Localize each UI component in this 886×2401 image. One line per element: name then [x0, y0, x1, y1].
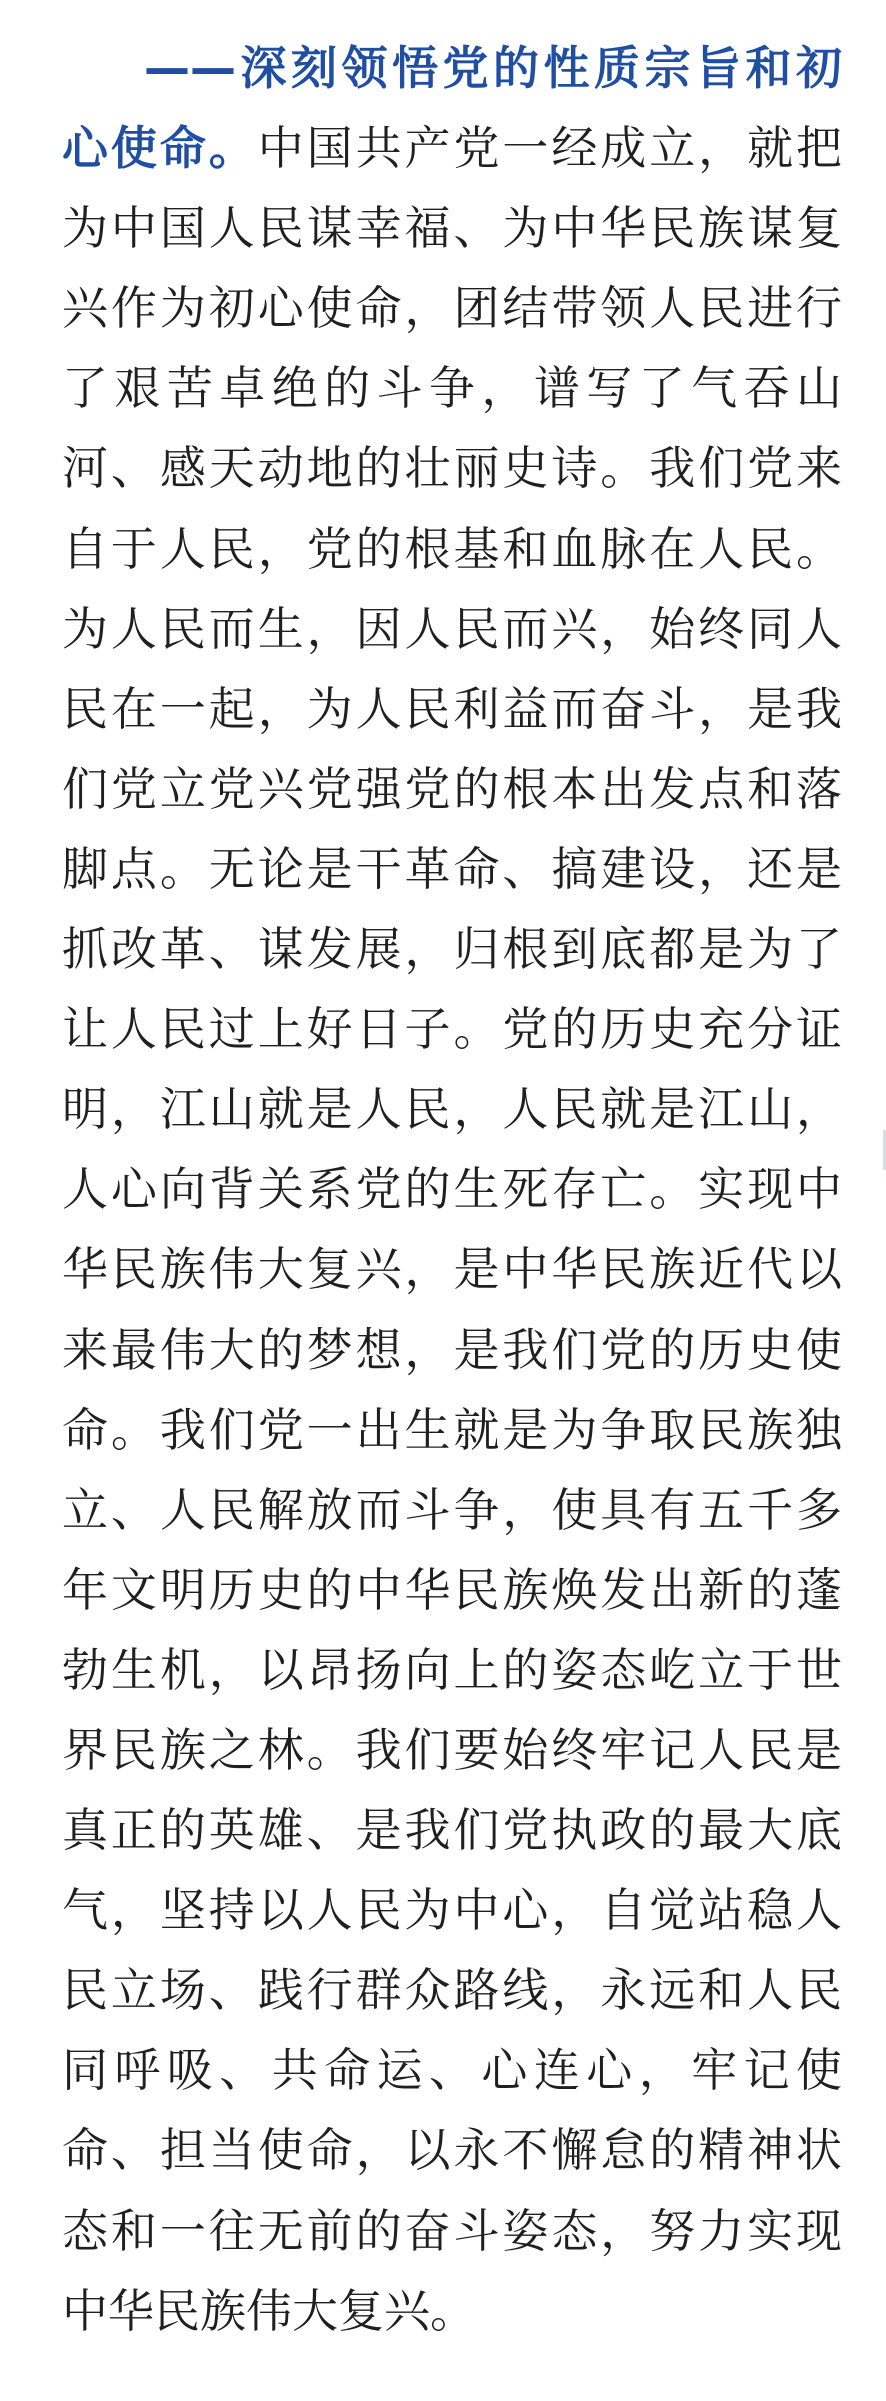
lead-heading-part2: 心使命。	[62, 121, 258, 176]
paragraph-line: 立、人民解放而斗争，使具有五千多	[62, 1482, 842, 1537]
lead-continuation-line	[62, 108, 842, 188]
paragraph-line: 真正的英雄、是我们党执政的最大底	[62, 1803, 842, 1858]
paragraph-line: 来最伟大的梦想，是我们党的历史使	[62, 1322, 842, 1377]
paragraph-line: 中国共产党一经成立，就把	[257, 121, 843, 176]
paragraph-line: 民在一起，为人民利益而奋斗，是我	[62, 681, 842, 736]
paragraph-line: 中华民族伟大复兴。	[62, 2283, 476, 2338]
paragraph-line: 河、感天动地的壮丽史诗。我们党来	[62, 441, 842, 496]
paragraph-line: 态和一往无前的奋斗姿态，努力实现	[62, 2203, 842, 2258]
paragraph-line: 脚点。无论是干革命、搞建设，还是	[62, 841, 842, 896]
paragraph-line: 抓改革、谋发展，归根到底都是为了	[62, 922, 842, 977]
paragraph-line: 为人民而生，因人民而兴，始终同人	[62, 601, 842, 656]
lead-heading-part1: ——深刻领悟党的性质宗旨和初	[144, 41, 842, 95]
paragraph-line: 为中国人民谋幸福、为中华民族谋复	[62, 201, 842, 256]
paragraph-line: 自于人民，党的根基和血脉在人民。	[62, 521, 842, 576]
paragraph-line: 们党立党兴党强党的根本出发点和落	[62, 761, 842, 816]
paragraph-line: 让人民过上好日子。党的历史充分证	[62, 1002, 842, 1057]
paragraph-line: 人心向背关系党的生死存亡。实现中	[62, 1162, 842, 1217]
paragraph-line: 年文明历史的中华民族焕发出新的蓬	[62, 1562, 842, 1617]
paragraph-line: 命、担当使命，以永不懈怠的精神状	[62, 2123, 842, 2178]
paragraph-line: 民立场、践行群众路线，永远和人民	[62, 1963, 842, 2018]
paragraph-line: 同呼吸、共命运、心连心，牢记使	[62, 2043, 842, 2098]
paragraph-line: 命。我们党一出生就是为争取民族独	[62, 1402, 842, 1457]
article-body	[62, 28, 842, 2351]
paragraph-line: 兴作为初心使命，团结带领人民进行	[62, 281, 842, 336]
paragraph-line: 华民族伟大复兴，是中华民族近代以	[62, 1242, 842, 1297]
lead-line	[62, 28, 842, 108]
paragraph-line: 气，坚持以人民为中心，自觉站稳人	[62, 1883, 842, 1938]
paragraph-line: 了艰苦卓绝的斗争，谱写了气吞山	[62, 361, 842, 416]
paragraph-line: 界民族之林。我们要始终牢记人民是	[62, 1722, 842, 1777]
paragraph-line: 明，江山就是人民，人民就是江山，	[62, 1082, 842, 1137]
paragraph-line: 勃生机，以昂扬向上的姿态屹立于世	[62, 1642, 842, 1697]
